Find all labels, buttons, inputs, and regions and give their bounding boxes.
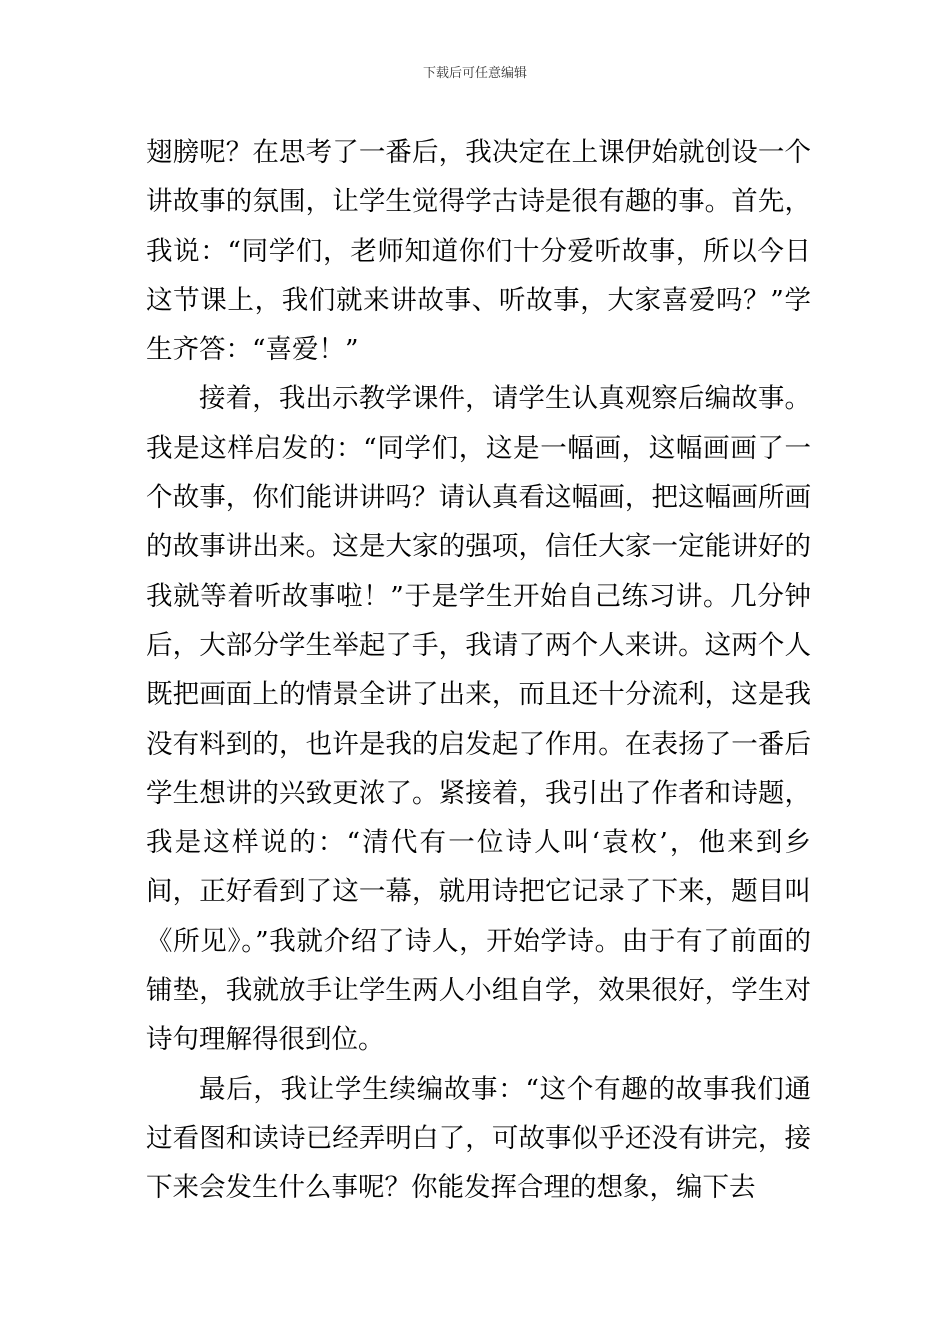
paragraph-continuation: 翅膀呢？在思考了一番后，我决定在上课伊始就创设一个讲故事的氛围，让学生觉得学古诗是很有趣的事。首先，我说：“同学们，老师知道你们十分爱听故事，所以今日这节课上，我们就来讲故事、听故事，大家喜爱吗？”学生齐答：“喜爱！” bbox=[146, 137, 811, 366]
document-body bbox=[146, 128, 811, 1213]
paragraph-continue-story: 最后，我让学生续编故事：“这个有趣的故事我们通过看图和读诗已经弄明白了，可故事似乎还没有讲完，接下来会发生什么事呢？你能发挥合理的想象，编下去 bbox=[146, 1073, 811, 1204]
page-header: 下载后可任意编辑 bbox=[422, 66, 527, 81]
paragraph-story-activity: 接着，我出示教学课件，请学生认真观察后编故事。我是这样启发的：“同学们，这是一幅画，这幅画画了一个故事，你们能讲讲吗？请认真看这幅画，把这幅画所画的故事讲出来。这是大家的强项，信任大家一定能讲好的我就等着听故事啦！”于是学生开始自己练习讲。几分钟后，大部分学生举起了手，我请了两个人来讲。这两个人既把画面上的情景全讲了出来，而且还十分流利，这是我没有料到的，也许是我的启发起了作用。在表扬了一番后学生想讲的兴致更浓了。紧接着，我引出了作者和诗题，我是这样说的：“清代有一位诗人叫‘袁枚’，他来到乡间，正好看到了这一幕，就用诗把它记录了下来，题目叫《所见》。”我就介绍了诗人，开始学诗。由于有了前面的铺垫，我就放手让学生两人小组自学，效果很好，学生对诗句理解得很到位。 bbox=[146, 383, 811, 1056]
